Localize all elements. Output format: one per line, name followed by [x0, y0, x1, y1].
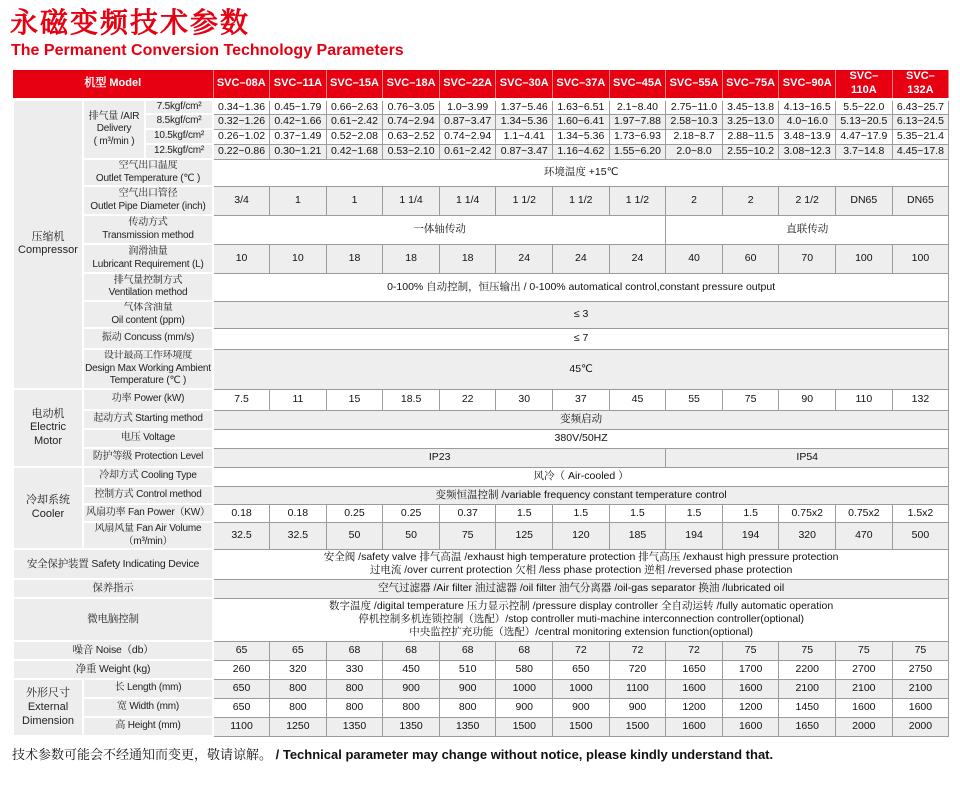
category-cell: 外形尺寸 External Dimension	[13, 679, 83, 736]
value-cell: 900	[439, 679, 496, 698]
model-header-cell: SVC–75A	[722, 70, 779, 99]
merged-value-cell: 一体轴传动	[213, 215, 666, 244]
value-cell: 2.55~10.2	[722, 144, 779, 159]
value-cell: 37	[553, 389, 610, 410]
value-cell: 900	[609, 698, 666, 717]
value-cell: 75	[722, 389, 779, 410]
value-cell: 24	[496, 244, 553, 273]
value-cell: 1.97~7.88	[609, 114, 666, 129]
value-cell: 0.25	[383, 504, 440, 522]
model-header-cell: SVC–45A	[609, 70, 666, 99]
value-cell: 2100	[836, 679, 893, 698]
value-cell: 1.5	[609, 504, 666, 522]
value-cell: 1.73~6.93	[609, 129, 666, 144]
value-cell: 3.48~13.9	[779, 129, 836, 144]
value-cell: 1200	[666, 698, 723, 717]
model-header-cell: SVC–18A	[383, 70, 440, 99]
value-cell: 30	[496, 389, 553, 410]
merged-value-cell: 变频启动	[213, 410, 949, 429]
model-header-cell: SVC–132A	[892, 70, 949, 99]
row-label: 控制方式 Control method	[83, 486, 213, 504]
row-label: 净重 Weight (kg)	[13, 660, 213, 679]
value-cell: 22	[439, 389, 496, 410]
model-header-cell: SVC–90A	[779, 70, 836, 99]
value-cell: 650	[213, 679, 270, 698]
row-label: 宽 Width (mm)	[83, 698, 213, 717]
value-cell: 65	[213, 641, 270, 660]
value-cell: 18.5	[383, 389, 440, 410]
table-row	[13, 114, 949, 129]
category-cell: 冷却系统 Cooler	[13, 467, 83, 549]
value-cell: 470	[836, 522, 893, 549]
value-cell: 1.5x2	[892, 504, 949, 522]
value-cell: 1200	[722, 698, 779, 717]
value-cell: 0.45~1.79	[270, 99, 327, 114]
table-row	[13, 549, 949, 579]
value-cell: 1500	[609, 717, 666, 736]
value-cell: 1.37~5.46	[496, 99, 553, 114]
value-cell: 68	[496, 641, 553, 660]
value-cell: 120	[553, 522, 610, 549]
value-cell: 50	[326, 522, 383, 549]
value-cell: 1.5	[496, 504, 553, 522]
value-cell: 40	[666, 244, 723, 273]
row-label: 润滑油量 Lubricant Requirement (L)	[83, 244, 213, 273]
value-cell: 4.13~16.5	[779, 99, 836, 114]
value-cell: 72	[666, 641, 723, 660]
value-cell: 2200	[779, 660, 836, 679]
merged-value-cell: 45℃	[213, 349, 949, 389]
value-cell: 0.37	[439, 504, 496, 522]
value-cell: 1650	[779, 717, 836, 736]
merged-value-cell: 380V/50HZ	[213, 429, 949, 448]
value-cell: 72	[609, 641, 666, 660]
value-cell: 0.74~2.94	[439, 129, 496, 144]
value-cell: 0.52~2.08	[326, 129, 383, 144]
value-cell: 2.88~11.5	[722, 129, 779, 144]
table-row	[13, 679, 949, 698]
value-cell: 1350	[439, 717, 496, 736]
value-cell: 72	[553, 641, 610, 660]
table-row	[13, 598, 949, 641]
value-cell: 900	[553, 698, 610, 717]
merged-value-cell: IP54	[666, 448, 949, 467]
merged-value-cell: 安全阀 /safety valve 排气高温 /exhaust high temperature protection 排气高压 /exhaust high pressure protection 过电流 /over current protection 欠相 /less phase protection 逆相 /reversed phase protection	[213, 549, 949, 579]
table-row	[13, 215, 949, 244]
value-cell: 3.25~13.0	[722, 114, 779, 129]
table-head	[13, 70, 949, 99]
value-cell: 10	[213, 244, 270, 273]
value-cell: 1	[326, 186, 383, 215]
value-cell: 450	[383, 660, 440, 679]
model-header-cell: SVC–30A	[496, 70, 553, 99]
value-cell: 0.76~3.05	[383, 99, 440, 114]
row-label: 振动 Concuss (mm/s)	[83, 328, 213, 349]
value-cell: 2.1~8.40	[609, 99, 666, 114]
value-cell: 70	[779, 244, 836, 273]
value-cell: 1.60~6.41	[553, 114, 610, 129]
value-cell: 1600	[666, 679, 723, 698]
value-cell: 1.5	[722, 504, 779, 522]
value-cell: 0.42~1.66	[270, 114, 327, 129]
table-row	[13, 579, 949, 598]
value-cell: 1.63~6.51	[553, 99, 610, 114]
value-cell: 5.35~21.4	[892, 129, 949, 144]
value-cell: 6.13~24.5	[892, 114, 949, 129]
value-cell: 0.53~2.10	[383, 144, 440, 159]
table-row	[13, 389, 949, 410]
table-row	[13, 660, 949, 679]
value-cell: 650	[213, 698, 270, 717]
table-row	[13, 467, 949, 486]
spec-table	[12, 70, 949, 737]
value-cell: 1100	[213, 717, 270, 736]
value-cell: 2000	[892, 717, 949, 736]
row-label: 气体含油量 Oil content (ppm)	[83, 301, 213, 328]
row-label: 排气量 /AIR Delivery ( m³/min )	[83, 99, 145, 159]
row-label: 起动方式 Starting method	[83, 410, 213, 429]
page-subtitle: The Permanent Conversion Technology Parameters	[11, 42, 404, 59]
value-cell: 330	[326, 660, 383, 679]
table-row	[13, 129, 949, 144]
value-cell: 800	[326, 679, 383, 698]
page-title: 永磁变频技术参数	[10, 7, 251, 38]
value-cell: 2100	[892, 679, 949, 698]
value-cell: 1350	[326, 717, 383, 736]
table-row	[13, 522, 949, 549]
value-cell: 2100	[779, 679, 836, 698]
value-cell: 0.34~1.36	[213, 99, 270, 114]
value-cell: 3.7~14.8	[836, 144, 893, 159]
table-row	[13, 410, 949, 429]
value-cell: 1 1/2	[553, 186, 610, 215]
value-cell: 2000	[836, 717, 893, 736]
merged-value-cell: 数字温度 /digital temperature 压力显示控制 /pressure display controller 全自动运转 /fully automatic operation 停机控制多机连锁控制（选配）/stop controller muti-machine interconnection controller(optional) 中央监控扩充功能（选配）/central monitoring extension function(optional)	[213, 598, 949, 641]
table-row	[13, 273, 949, 301]
value-cell: 100	[836, 244, 893, 273]
value-cell: 1.1~4.41	[496, 129, 553, 144]
value-cell: 1100	[609, 679, 666, 698]
model-header-cell: SVC–37A	[553, 70, 610, 99]
value-cell: 1000	[496, 679, 553, 698]
merged-value-cell: 直联传动	[666, 215, 949, 244]
table-row	[13, 349, 949, 389]
value-cell: 1 1/4	[439, 186, 496, 215]
merged-value-cell: 环境温度 +15℃	[213, 159, 949, 186]
row-label: 微电脑控制	[13, 598, 213, 641]
value-cell: 0.75x2	[836, 504, 893, 522]
row-label: 长 Length (mm)	[83, 679, 213, 698]
value-cell: 0.37~1.49	[270, 129, 327, 144]
value-cell: 1350	[383, 717, 440, 736]
table-row	[13, 641, 949, 660]
value-cell: 45	[609, 389, 666, 410]
row-label: 冷却方式 Cooling Type	[83, 467, 213, 486]
merged-value-cell: 空气过滤器 /Air filter 油过滤器 /oil filter 油气分离器 /oil-gas separator 换油 /lubricated oil	[213, 579, 949, 598]
value-cell: 1700	[722, 660, 779, 679]
table-row	[13, 717, 949, 736]
value-cell: 320	[270, 660, 327, 679]
value-cell: 1500	[496, 717, 553, 736]
value-cell: 5.13~20.5	[836, 114, 893, 129]
value-cell: 32.5	[270, 522, 327, 549]
value-cell: 800	[439, 698, 496, 717]
table-row	[13, 186, 949, 215]
value-cell: 75	[439, 522, 496, 549]
row-label: 传动方式 Transmission method	[83, 215, 213, 244]
value-cell: 900	[383, 679, 440, 698]
value-cell: 1.5	[553, 504, 610, 522]
value-cell: 2.58~10.3	[666, 114, 723, 129]
value-cell: 55	[666, 389, 723, 410]
row-label: 防护等级 Protection Level	[83, 448, 213, 467]
value-cell: 800	[270, 679, 327, 698]
value-cell: 68	[439, 641, 496, 660]
value-cell: 260	[213, 660, 270, 679]
model-header-cell: SVC–11A	[270, 70, 327, 99]
value-cell: 100	[892, 244, 949, 273]
value-cell: 1600	[836, 698, 893, 717]
value-cell: 650	[553, 660, 610, 679]
row-label: 电压 Voltage	[83, 429, 213, 448]
category-cell: 压缩机 Compressor	[13, 99, 83, 389]
value-cell: 2700	[836, 660, 893, 679]
value-cell: 4.45~17.8	[892, 144, 949, 159]
table-row	[13, 448, 949, 467]
value-cell: 0.22~0.86	[213, 144, 270, 159]
value-cell: 0.63~2.52	[383, 129, 440, 144]
row-label: 风扇功率 Fan Power（KW）	[83, 504, 213, 522]
model-header-cell: SVC–15A	[326, 70, 383, 99]
value-cell: 800	[326, 698, 383, 717]
model-header-cell: SVC–110A	[836, 70, 893, 99]
value-cell: 90	[779, 389, 836, 410]
merged-value-cell: 变频恒温控制 /variable frequency constant temperature control	[213, 486, 949, 504]
value-cell: 0.26~1.02	[213, 129, 270, 144]
value-cell: 1 1/4	[383, 186, 440, 215]
value-cell: 60	[722, 244, 779, 273]
value-cell: 1600	[666, 717, 723, 736]
value-cell: 75	[779, 641, 836, 660]
value-cell: 1	[270, 186, 327, 215]
merged-value-cell: 风冷（ Air-cooled ）	[213, 467, 949, 486]
value-cell: 800	[270, 698, 327, 717]
value-cell: 1450	[779, 698, 836, 717]
table-row	[13, 301, 949, 328]
value-cell: 0.42~1.68	[326, 144, 383, 159]
value-cell: 194	[722, 522, 779, 549]
value-cell: 0.87~3.47	[496, 144, 553, 159]
value-cell: 18	[326, 244, 383, 273]
table-row	[13, 486, 949, 504]
value-cell: 1600	[722, 717, 779, 736]
value-cell: 900	[496, 698, 553, 717]
footnote-en: / Technical parameter may change without notice, please kindly understand that.	[272, 747, 774, 763]
value-cell: 1.34~5.36	[553, 129, 610, 144]
value-cell: 75	[892, 641, 949, 660]
value-cell: 132	[892, 389, 949, 410]
row-label: 功率 Power (kW)	[83, 389, 213, 410]
value-cell: 68	[383, 641, 440, 660]
value-cell: 2	[666, 186, 723, 215]
value-cell: 1.0~3.99	[439, 99, 496, 114]
row-label: 空气出口温度 Outlet Temperature (℃ )	[83, 159, 213, 186]
value-cell: 7.5	[213, 389, 270, 410]
value-cell: 0.61~2.42	[439, 144, 496, 159]
value-cell: 185	[609, 522, 666, 549]
model-header-cell: SVC–08A	[213, 70, 270, 99]
footnote	[12, 744, 960, 763]
value-cell: 3/4	[213, 186, 270, 215]
row-label: 风扇风量 Fan Air Volume（m³/min）	[83, 522, 213, 549]
value-cell: 2 1/2	[779, 186, 836, 215]
value-cell: 1.16~4.62	[553, 144, 610, 159]
value-cell: 0.18	[213, 504, 270, 522]
value-cell: 5.5~22.0	[836, 99, 893, 114]
value-cell: 4.47~17.9	[836, 129, 893, 144]
value-cell: 0.32~1.26	[213, 114, 270, 129]
row-label: 设计最高工作环境度 Design Max Working Ambient Temperature (℃ )	[83, 349, 213, 389]
value-cell: 510	[439, 660, 496, 679]
value-cell: 32.5	[213, 522, 270, 549]
row-label: 高 Height (mm)	[83, 717, 213, 736]
merged-value-cell: 0-100% 自动控制，恒压输出 / 0-100% automatical control,constant pressure output	[213, 273, 949, 301]
value-cell: 0.25	[326, 504, 383, 522]
value-cell: 320	[779, 522, 836, 549]
value-cell: 2750	[892, 660, 949, 679]
value-cell: 68	[326, 641, 383, 660]
value-cell: 18	[383, 244, 440, 273]
table-row	[13, 144, 949, 159]
table-row	[13, 244, 949, 273]
value-cell: 2.0~8.0	[666, 144, 723, 159]
model-label-cell: 机型 Model	[13, 70, 213, 99]
value-cell: 1 1/2	[496, 186, 553, 215]
value-cell: 1500	[553, 717, 610, 736]
model-header-cell: SVC–22A	[439, 70, 496, 99]
page	[0, 6, 960, 789]
row-label: 噪音 Noise（db）	[13, 641, 213, 660]
value-cell: 0.30~1.21	[270, 144, 327, 159]
value-cell: 18	[439, 244, 496, 273]
value-cell: 0.66~2.63	[326, 99, 383, 114]
value-cell: 1000	[553, 679, 610, 698]
value-cell: 65	[270, 641, 327, 660]
value-cell: DN65	[836, 186, 893, 215]
value-cell: 24	[553, 244, 610, 273]
value-cell: 1250	[270, 717, 327, 736]
value-cell: 10	[270, 244, 327, 273]
category-cell: 电动机 Electric Motor	[13, 389, 83, 467]
value-cell: 110	[836, 389, 893, 410]
table-body	[13, 99, 949, 736]
header-row	[13, 70, 949, 99]
value-cell: 1600	[722, 679, 779, 698]
row-label: 安全保护装置 Safety Indicating Device	[13, 549, 213, 579]
table-row	[13, 429, 949, 448]
value-cell: 15	[326, 389, 383, 410]
value-cell: 50	[383, 522, 440, 549]
value-cell: 75	[836, 641, 893, 660]
table-row	[13, 328, 949, 349]
value-cell: 0.61~2.42	[326, 114, 383, 129]
value-cell: 4.0~16.0	[779, 114, 836, 129]
value-cell: 194	[666, 522, 723, 549]
table-row	[13, 99, 949, 114]
footnote-zh: 技术参数可能会不经通知而变更，敬请谅解。	[12, 747, 273, 763]
value-cell: 800	[383, 698, 440, 717]
value-cell: 2.75~11.0	[666, 99, 723, 114]
value-cell: 6.43~25.7	[892, 99, 949, 114]
value-cell: 125	[496, 522, 553, 549]
value-cell: 720	[609, 660, 666, 679]
pressure-label: 10.5kgf/cm²	[145, 129, 213, 144]
value-cell: 75	[722, 641, 779, 660]
merged-value-cell: ≤ 7	[213, 328, 949, 349]
pressure-label: 12.5kgf/cm²	[145, 144, 213, 159]
value-cell: 24	[609, 244, 666, 273]
value-cell: 3.45~13.8	[722, 99, 779, 114]
row-label: 保养指示	[13, 579, 213, 598]
value-cell: 0.74~2.94	[383, 114, 440, 129]
pressure-label: 7.5kgf/cm²	[145, 99, 213, 114]
value-cell: 1.55~6.20	[609, 144, 666, 159]
value-cell: 0.87~3.47	[439, 114, 496, 129]
model-header-cell: SVC–55A	[666, 70, 723, 99]
value-cell: DN65	[892, 186, 949, 215]
value-cell: 1650	[666, 660, 723, 679]
merged-value-cell: ≤ 3	[213, 301, 949, 328]
row-label: 排气量控制方式 Ventilation method	[83, 273, 213, 301]
value-cell: 3.08~12.3	[779, 144, 836, 159]
value-cell: 1600	[892, 698, 949, 717]
value-cell: 2	[722, 186, 779, 215]
value-cell: 2.18~8.7	[666, 129, 723, 144]
merged-value-cell: IP23	[213, 448, 666, 467]
row-label: 空气出口管径 Outlet Pipe Diameter (inch)	[83, 186, 213, 215]
value-cell: 500	[892, 522, 949, 549]
value-cell: 11	[270, 389, 327, 410]
table-row	[13, 159, 949, 186]
value-cell: 580	[496, 660, 553, 679]
table-row	[13, 698, 949, 717]
value-cell: 0.75x2	[779, 504, 836, 522]
pressure-label: 8.5kgf/cm²	[145, 114, 213, 129]
table-row	[13, 504, 949, 522]
value-cell: 1 1/2	[609, 186, 666, 215]
value-cell: 0.18	[270, 504, 327, 522]
value-cell: 1.34~5.36	[496, 114, 553, 129]
value-cell: 1.5	[666, 504, 723, 522]
